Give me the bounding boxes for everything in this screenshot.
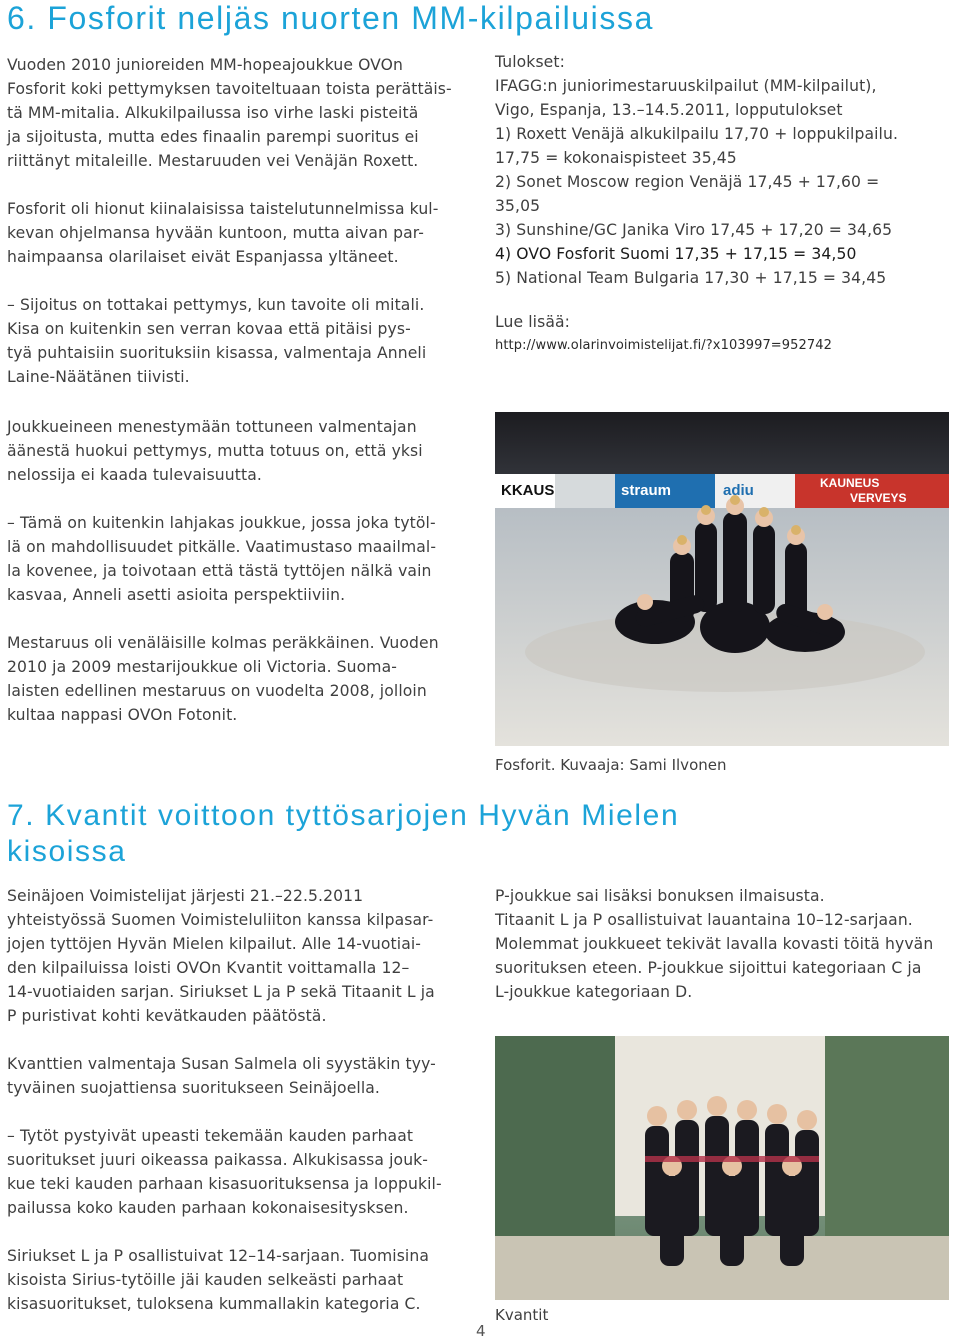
paragraph: Vuoden 2010 junioreiden MM-hopeajoukkue OVOn Fosforit koki pettymyksen tavoiteltuaan toista perättäis- tä MM-mitalia. Alkukilpailussa iso virhe laski pisteitä ja sijoitusta, mutta edes finaalin parempi suoritus ei riittänyt mitaleille. Mestaruuden vei Venäjän Roxett. [7, 56, 452, 170]
results-line: 1) Roxett Venäjä alkukilpailu 17,70 + loppukilpailu. [495, 125, 899, 143]
banner-text: VERVEYS [850, 491, 907, 505]
paragraph: Joukkueineen menestymään tottuneen valmentajan äänestä huokui pettymys, mutta totuus on, että yksi nelossija ei kaada tulevaisuutta. [7, 418, 423, 484]
banner-text: straum [621, 482, 672, 499]
section-7-left-column [7, 884, 467, 1316]
team-photo-illustration [495, 412, 949, 746]
results-box [495, 50, 955, 358]
paragraph: Kvanttien valmentaja Susan Salmela oli syystäkin tyy- tyväinen suojattiensa suoritukseen Seinäjoella. [7, 1055, 436, 1097]
paragraph: Fosforit oli hionut kiinalaisissa taistelutunnelmissa kul- kevan ohjelmansa hyvään kuntoon, mutta aivan par- haimpaansa olarilaiset eivät Espanjassa yltäneet. [7, 200, 439, 266]
results-line: 5) National Team Bulgaria 17,30 + 17,15 = 34,45 [495, 269, 887, 287]
photo-caption: Kvantit [495, 1306, 549, 1324]
section-6-left-column [7, 53, 467, 413]
photo-caption: Fosforit. Kuvaaja: Sami Ilvonen [495, 756, 727, 774]
results-line: 35,05 [495, 197, 541, 215]
section-6-heading: 6. Fosforit neljäs nuorten MM-kilpailuissa [7, 0, 654, 36]
quote-paragraph: – Sijoitus on tottakai pettymys, kun tavoite oli mitali. Kisa on kuitenkin sen verran kovaa että pitäisi pys- tyä puhtaisiin suorituksiin kisassa, valmentaja Anneli Laine-Näätänen tiivisti. [7, 296, 427, 386]
page-number: 4 [476, 1322, 486, 1340]
results-line: 17,75 = kokonaispisteet 35,45 [495, 149, 737, 167]
paragraph: Siriukset L ja P osallistuivat 12–14-sarjaan. Tuomisina kisoista Sirius-tytöille jäi kauden selkeästi parhaat kisasuoritukset, tuloksena kummallakin kategoria C. [7, 1247, 429, 1313]
section-7-heading: 7. Kvantit voittoon tyttösarjojen Hyvän Mielen kisoissa [7, 799, 680, 868]
section-7-right-column [495, 884, 955, 1004]
kvantit-photo-illustration [495, 1036, 949, 1300]
fosforit-team-photo [495, 412, 949, 746]
read-more-label: Lue lisää: [495, 313, 571, 331]
paragraph: Seinäjoen Voimistelijat järjesti 21.–22.5.2011 yhteistyössä Suomen Voimisteluliiton kanssa kilpasar- jojen tyttöjen Hyvän Mielen kilpailut. Alle 14-vuotiai- den kilpailuissa loisti OVOn Kvantit voittamalla 12– 14-vuotiaiden sarjan. Siriukset L ja P sekä Titaanit L ja P puristivat kohti kevätkauden päätöstä. [7, 887, 435, 1025]
paragraph: Mestaruus oli venäläisille kolmas peräkkäinen. Vuoden 2010 ja 2009 mestarijoukkue oli Victoria. Suoma- laisten edellinen mestaruus on vuodelta 2008, jolloin kultaa nappasi OVOn Fotonit. [7, 634, 439, 724]
kvantit-team-photo [495, 1036, 949, 1300]
results-title: Tulokset: [495, 53, 565, 71]
results-line: 3) Sunshine/GC Janika Viro 17,45 + 17,20 = 34,65 [495, 221, 893, 239]
banner-text: KAUNEUS [820, 476, 880, 490]
section-6-left-column-lower [7, 415, 467, 727]
quote-paragraph: – Tämä on kuitenkin lahjakas joukkue, jossa joka tytöl- lä on mahdollisuudet pitkälle. Vaatimustaso maailmal- la kovenee, ja toivotaan että tästä tyttöjen nälkä vain kasvaa, Anneli asetti asioita perspektiiviin. [7, 514, 437, 604]
quote-paragraph: – Tytöt pystyivät upeasti tekemään kauden parhaat suoritukset juuri oikeassa paikassa. Alkukisassa jouk- kue teki kauden parhaan kisasuorituksensa ja loppukil- pailussa koko kauden parhaan kokonaisesitysksen. [7, 1127, 442, 1217]
results-line: 2) Sonet Moscow region Venäjä 17,45 + 17,60 = [495, 173, 880, 191]
banner-text: KKAUS [501, 482, 555, 499]
paragraph: P-joukkue sai lisäksi bonuksen ilmaisusta. Titaanit L ja P osallistuivat lauantaina 10–12-sarjaan. Molemmat joukkueet tekivät lavalla kovasti töitä hyvän suorituksen eteen. P-joukkue sijoittui kategoriaan C ja L-joukkue kategoriaan D. [495, 887, 934, 1001]
results-line: IFAGG:n juniorimestaruuskilpailut (MM-kilpailut), [495, 77, 877, 95]
results-line-highlight: 4) OVO Fosforit Suomi 17,35 + 17,15 = 34,50 [495, 245, 857, 263]
banner-text: adiu [723, 482, 754, 499]
read-more-link[interactable]: http://www.olarinvoimistelijat.fi/?x103997=952742 [495, 338, 833, 353]
results-line: Vigo, Espanja, 13.–14.5.2011, lopputulokset [495, 101, 843, 119]
